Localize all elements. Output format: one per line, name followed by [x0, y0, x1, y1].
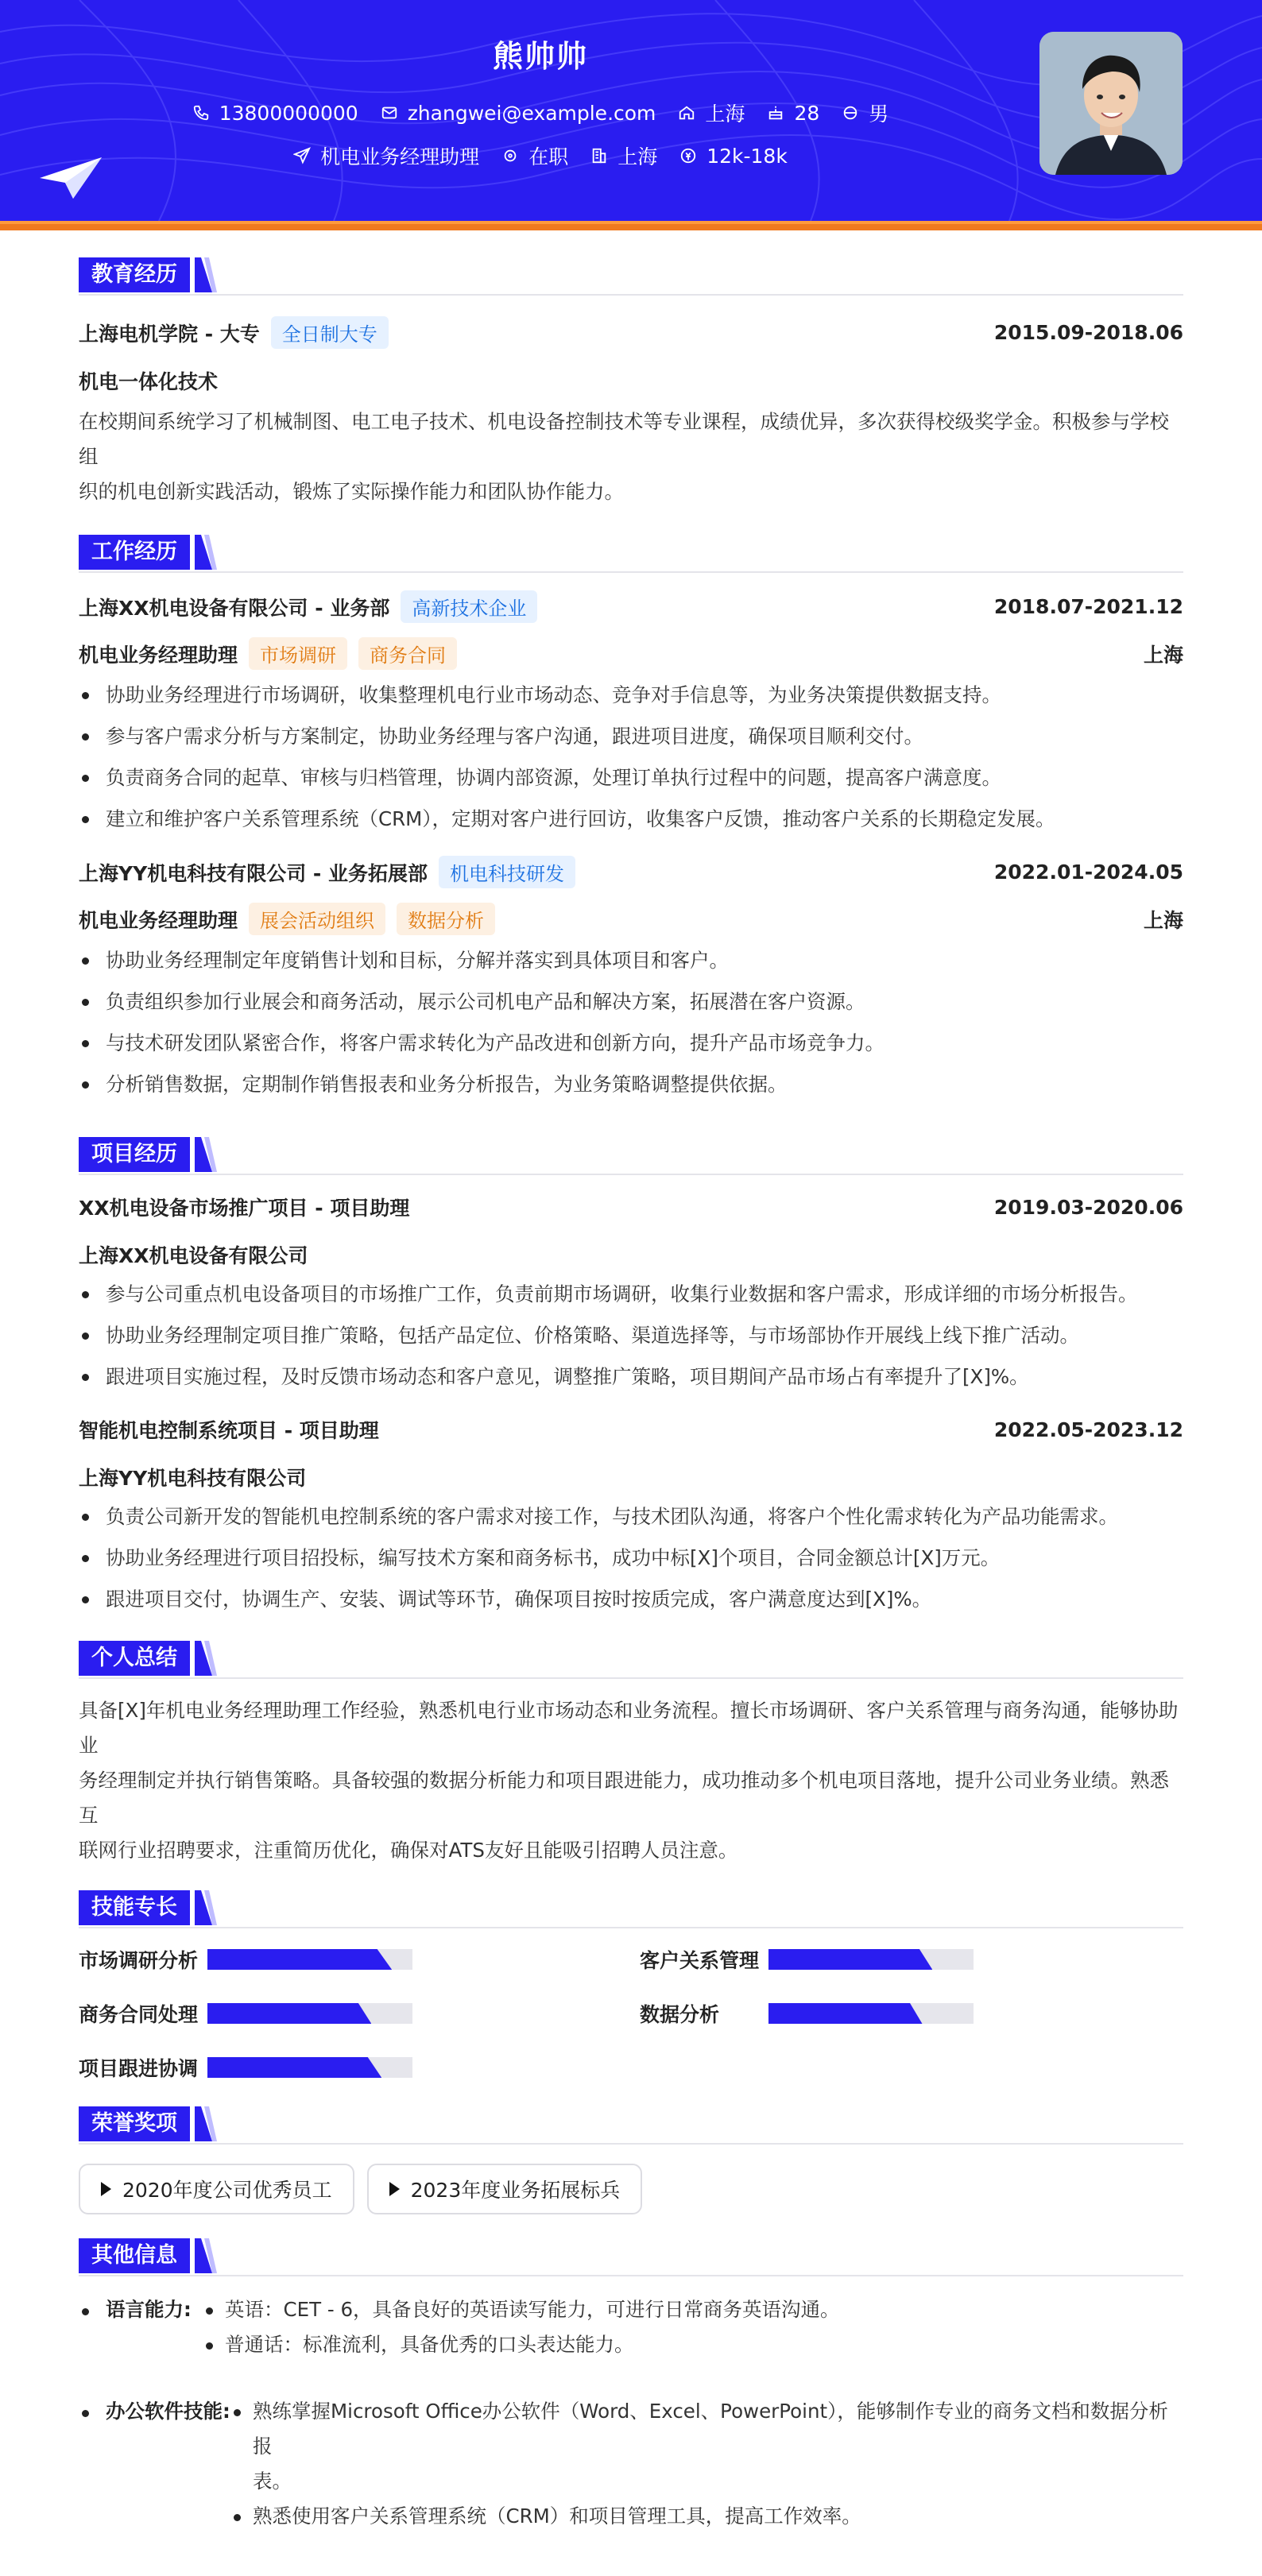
skill-tag: 商务合同 [358, 637, 457, 670]
section-heading [79, 535, 1183, 573]
project-bullets [79, 1274, 1183, 1398]
skill-label: 市场调研分析 [79, 1949, 199, 1972]
skill-bar-fill [207, 2057, 381, 2078]
list-item: 跟进项目交付，协调生产、安装、调试等环节，确保项目按时按质完成，客户满意度达到[X]%。 [79, 1579, 1183, 1620]
section-title-honors: 荣誉奖项 [79, 2106, 190, 2141]
section-title-education: 教育经历 [79, 257, 190, 292]
send-icon [293, 147, 311, 164]
section-heading [79, 1137, 1183, 1175]
list-item [226, 2394, 1183, 2499]
heading-tail-decoration [195, 257, 217, 292]
work-entry [79, 590, 1183, 840]
work-role [79, 637, 457, 670]
section-divider [79, 1927, 1183, 1928]
education-desc-line: 在校期间系统学习了机械制图、电工电子技术、机电设备控制技术等专业课程，成绩优异，多次获得校级奖学金。积极参与学校组 [79, 410, 1169, 468]
honor-chip [79, 2164, 354, 2214]
list-item: 熟悉使用客户关系管理系统（CRM）和项目管理工具，提高工作效率。 [226, 2499, 1183, 2534]
heading-tail-decoration [195, 535, 217, 570]
summary-line: 具备[X]年机电业务经理助理工作经验，熟悉机电行业市场动态和业务流程。擅长市场调研、客户关系管理与商务沟通，能够协助业 [79, 1699, 1179, 1757]
work-city: 上海 [1143, 908, 1183, 932]
work-header-row [79, 856, 1183, 888]
language-label: 语言能力: [79, 2292, 198, 2362]
candidate-name: 熊帅帅 [492, 39, 588, 74]
company-tag: 高新技术企业 [401, 590, 537, 623]
education-section [79, 257, 1183, 509]
section-heading [79, 257, 1183, 296]
heading-tail-decoration [195, 2238, 217, 2273]
avatar [1039, 32, 1183, 175]
gender-icon [842, 104, 859, 122]
skill-bar [207, 2003, 412, 2024]
project-bullets [79, 1496, 1183, 1620]
heading-tail-decoration [195, 1641, 217, 1676]
list-item: 负责组织参加行业展会和商务活动，展示公司机电产品和解决方案，拓展潜在客户资源。 [79, 981, 1183, 1023]
skill-tag: 数据分析 [397, 903, 495, 935]
job-intent-row [0, 141, 1081, 170]
age-text: 28 [794, 101, 820, 125]
work-header-row [79, 590, 1183, 623]
skill-label: 项目跟进协调 [79, 2057, 199, 2080]
home-city-text: 上海 [705, 102, 745, 126]
skill-label: 客户关系管理 [640, 1949, 760, 1972]
gender-item [842, 99, 888, 127]
language-list [198, 2292, 840, 2362]
project-header-row [79, 1415, 1183, 1444]
list-item: 协助业务经理进行项目招投标，编写技术方案和商务标书，成功中标[X]个项目，合同金额总计[X]万元。 [79, 1537, 1183, 1579]
work-bullets [79, 940, 1183, 1105]
skill-item [79, 1998, 640, 2029]
honors-section [79, 2106, 1183, 2214]
company-tag: 机电科技研发 [439, 856, 575, 888]
skill-bar [768, 1949, 974, 1970]
phone-text: 13800000000 [219, 101, 358, 125]
education-date: 2015.09-2018.06 [993, 321, 1183, 344]
resume-body [79, 230, 1183, 2534]
project-date: 2022.05-2023.12 [993, 1418, 1183, 1441]
work-city-text: 上海 [617, 145, 658, 168]
section-divider [79, 1677, 1183, 1679]
skill-bar [207, 1949, 412, 1970]
education-header-row [79, 316, 1183, 349]
header-accent-highlight [0, 221, 1262, 224]
section-divider [79, 2143, 1183, 2145]
work-date: 2018.07-2021.12 [993, 595, 1183, 618]
section-title-projects: 项目经历 [79, 1137, 190, 1172]
company-name: 上海XX机电设备有限公司 - 业务部 [79, 597, 390, 620]
school-name: 上海电机学院 - 大专 [79, 323, 260, 346]
section-title-work: 工作经历 [79, 535, 190, 570]
education-tag: 全日制大专 [271, 316, 389, 349]
work-section [79, 535, 1183, 1105]
email-text: zhangwei@example.com [407, 101, 656, 125]
section-divider [79, 571, 1183, 573]
resume-header [0, 0, 1262, 230]
honor-text: 2020年度公司优秀员工 [122, 2179, 332, 2202]
summary-line: 务经理制定并执行销售策略。具备较强的数据分析能力和项目跟进能力，成功推动多个机电项目落地，提升公司业务业绩。熟悉互 [79, 1769, 1169, 1827]
list-item: 建立和维护客户关系管理系统（CRM），定期对客户进行回访，收集客户反馈，推动客户关系的长期稳定发展。 [79, 799, 1183, 840]
project-date: 2019.03-2020.06 [993, 1195, 1183, 1219]
project-header-row [79, 1193, 1183, 1221]
role-name: 机电业务经理助理 [79, 644, 238, 667]
skill-bar-fill [768, 2003, 923, 2024]
work-date: 2022.01-2024.05 [993, 861, 1183, 884]
heading-tail-decoration [195, 1890, 217, 1925]
list-item: 参与公司重点机电设备项目的市场推广工作，负责前期市场调研，收集行业数据和客户需求，形成详细的市场分析报告。 [79, 1274, 1183, 1315]
work-city: 上海 [1143, 643, 1183, 667]
heading-tail-decoration [195, 1137, 217, 1172]
triangle-right-icon [389, 2182, 400, 2196]
triangle-right-icon [101, 2182, 111, 2196]
skills-grid [79, 1944, 1183, 2083]
salary-icon [679, 147, 697, 164]
heading-tail-decoration [195, 2106, 217, 2141]
skill-bar [768, 2003, 974, 2024]
office-item-line: 表。 [253, 2470, 292, 2493]
list-item: 协助业务经理制定项目推广策略，包括产品定位、价格策略、渠道选择等，与市场部协作开展线上线下推广活动。 [79, 1315, 1183, 1356]
skill-item [79, 1944, 640, 1975]
age-item [767, 102, 819, 125]
section-heading [79, 1641, 1183, 1679]
list-item: 与技术研发团队紧密合作，将客户需求转化为产品改进和创新方向，提升产品市场竞争力。 [79, 1023, 1183, 1064]
skill-bar [207, 2057, 412, 2078]
office-list [226, 2394, 1183, 2534]
job-target-item [293, 141, 479, 170]
work-bullets [79, 675, 1183, 840]
building-icon [590, 147, 608, 164]
section-heading [79, 2238, 1183, 2276]
work-role [79, 903, 495, 935]
education-school [79, 316, 389, 349]
office-item-line: 熟练掌握Microsoft Office办公软件（Word、Excel、PowerPoint），能够制作专业的商务文档和数据分析报 [253, 2400, 1168, 2458]
mail-icon [381, 104, 398, 122]
section-title-skills: 技能专长 [79, 1890, 190, 1925]
list-item: 负责公司新开发的智能机电控制系统的客户需求对接工作，与技术团队沟通，将客户个性化需求转化为产品功能需求。 [79, 1496, 1183, 1537]
salary-item [679, 145, 788, 168]
section-title-summary: 个人总结 [79, 1641, 190, 1676]
job-target-text: 机电业务经理助理 [320, 145, 480, 168]
list-item: 普通话：标准流利，具备优秀的口头表达能力。 [198, 2327, 840, 2362]
skill-label: 数据分析 [640, 2003, 720, 2026]
skill-tag: 展会活动组织 [249, 903, 385, 935]
skill-item [640, 1998, 1183, 2029]
summary-line: 联网行业招聘要求，注重简历优化，确保对ATS友好且能吸引招聘人员注意。 [79, 1839, 738, 1862]
other-section [79, 2238, 1183, 2534]
list-item: 英语：CET - 6，具备良好的英语读写能力，可进行日常商务英语沟通。 [198, 2292, 840, 2327]
list-item: 协助业务经理进行市场调研，收集整理机电行业市场动态、竞争对手信息等，为业务决策提供数据支持。 [79, 675, 1183, 716]
work-company [79, 856, 575, 888]
skill-label: 商务合同处理 [79, 2003, 199, 2026]
list-item: 分析销售数据，定期制作销售报表和业务分析报告，为业务策略调整提供依据。 [79, 1064, 1183, 1105]
other-info [79, 2292, 1183, 2534]
project-title: XX机电设备市场推广项目 - 项目助理 [79, 1197, 410, 1220]
education-desc-line: 织的机电创新实践活动，锻炼了实际操作能力和团队协作能力。 [79, 480, 624, 503]
honor-chip [367, 2164, 643, 2214]
project-company: 上海XX机电设备有限公司 [79, 1244, 308, 1267]
list-item: 参与客户需求分析与方案制定，协助业务经理与客户沟通，跟进项目进度，确保项目顺利交付。 [79, 716, 1183, 757]
office-group [79, 2394, 1183, 2534]
honors-list [79, 2164, 1183, 2214]
skill-bar-fill [207, 1949, 392, 1970]
summary-text [79, 1693, 1183, 1868]
project-entry [79, 1415, 1183, 1620]
project-entry [79, 1193, 1183, 1398]
section-title-other: 其他信息 [79, 2238, 190, 2273]
section-heading [79, 1890, 1183, 1928]
status-text: 在职 [528, 145, 569, 168]
work-city-item [590, 141, 657, 170]
gender-text: 男 [869, 102, 889, 126]
email-item [381, 102, 656, 125]
portrait-image [1039, 32, 1183, 175]
skills-section [79, 1890, 1183, 2083]
section-divider [79, 1174, 1183, 1175]
education-major: 机电一体化技术 [79, 370, 219, 393]
work-company [79, 590, 537, 623]
office-label: 办公软件技能: [79, 2394, 226, 2534]
skill-bar-fill [768, 1949, 932, 1970]
salary-text: 12k-18k [706, 144, 788, 168]
summary-section [79, 1641, 1183, 1868]
project-title: 智能机电控制系统项目 - 项目助理 [79, 1419, 379, 1442]
status-item [501, 141, 568, 170]
skill-item [79, 2052, 640, 2083]
company-name: 上海YY机电科技有限公司 - 业务拓展部 [79, 862, 428, 885]
home-city-item [678, 99, 745, 127]
phone-icon [192, 104, 210, 122]
phone-item [192, 102, 358, 125]
section-divider [79, 2275, 1183, 2276]
section-heading [79, 2106, 1183, 2145]
skill-tag: 市场调研 [249, 637, 347, 670]
list-item: 负责商务合同的起草、审核与归档管理，协调内部资源，处理订单执行过程中的问题，提高客户满意度。 [79, 757, 1183, 799]
education-description [79, 404, 1183, 509]
home-icon [678, 104, 695, 122]
cake-icon [767, 104, 784, 122]
list-item: 跟进项目实施过程，及时反馈市场动态和客户意见，调整推广策略，项目期间产品市场占有率提升了[X]%。 [79, 1356, 1183, 1398]
contact-row [0, 99, 1081, 127]
skill-item [640, 1944, 1183, 1975]
projects-section [79, 1137, 1183, 1620]
honor-text: 2023年度业务拓展标兵 [410, 2179, 621, 2202]
section-divider [79, 294, 1183, 296]
project-company: 上海YY机电科技有限公司 [79, 1467, 307, 1490]
role-name: 机电业务经理助理 [79, 909, 238, 932]
status-icon [501, 147, 519, 164]
list-item: 协助业务经理制定年度销售计划和目标，分解并落实到具体项目和客户。 [79, 940, 1183, 981]
language-group [79, 2292, 1183, 2362]
work-role-row [79, 903, 1183, 935]
skill-bar-fill [207, 2003, 371, 2024]
work-role-row [79, 637, 1183, 670]
work-entry [79, 856, 1183, 1105]
